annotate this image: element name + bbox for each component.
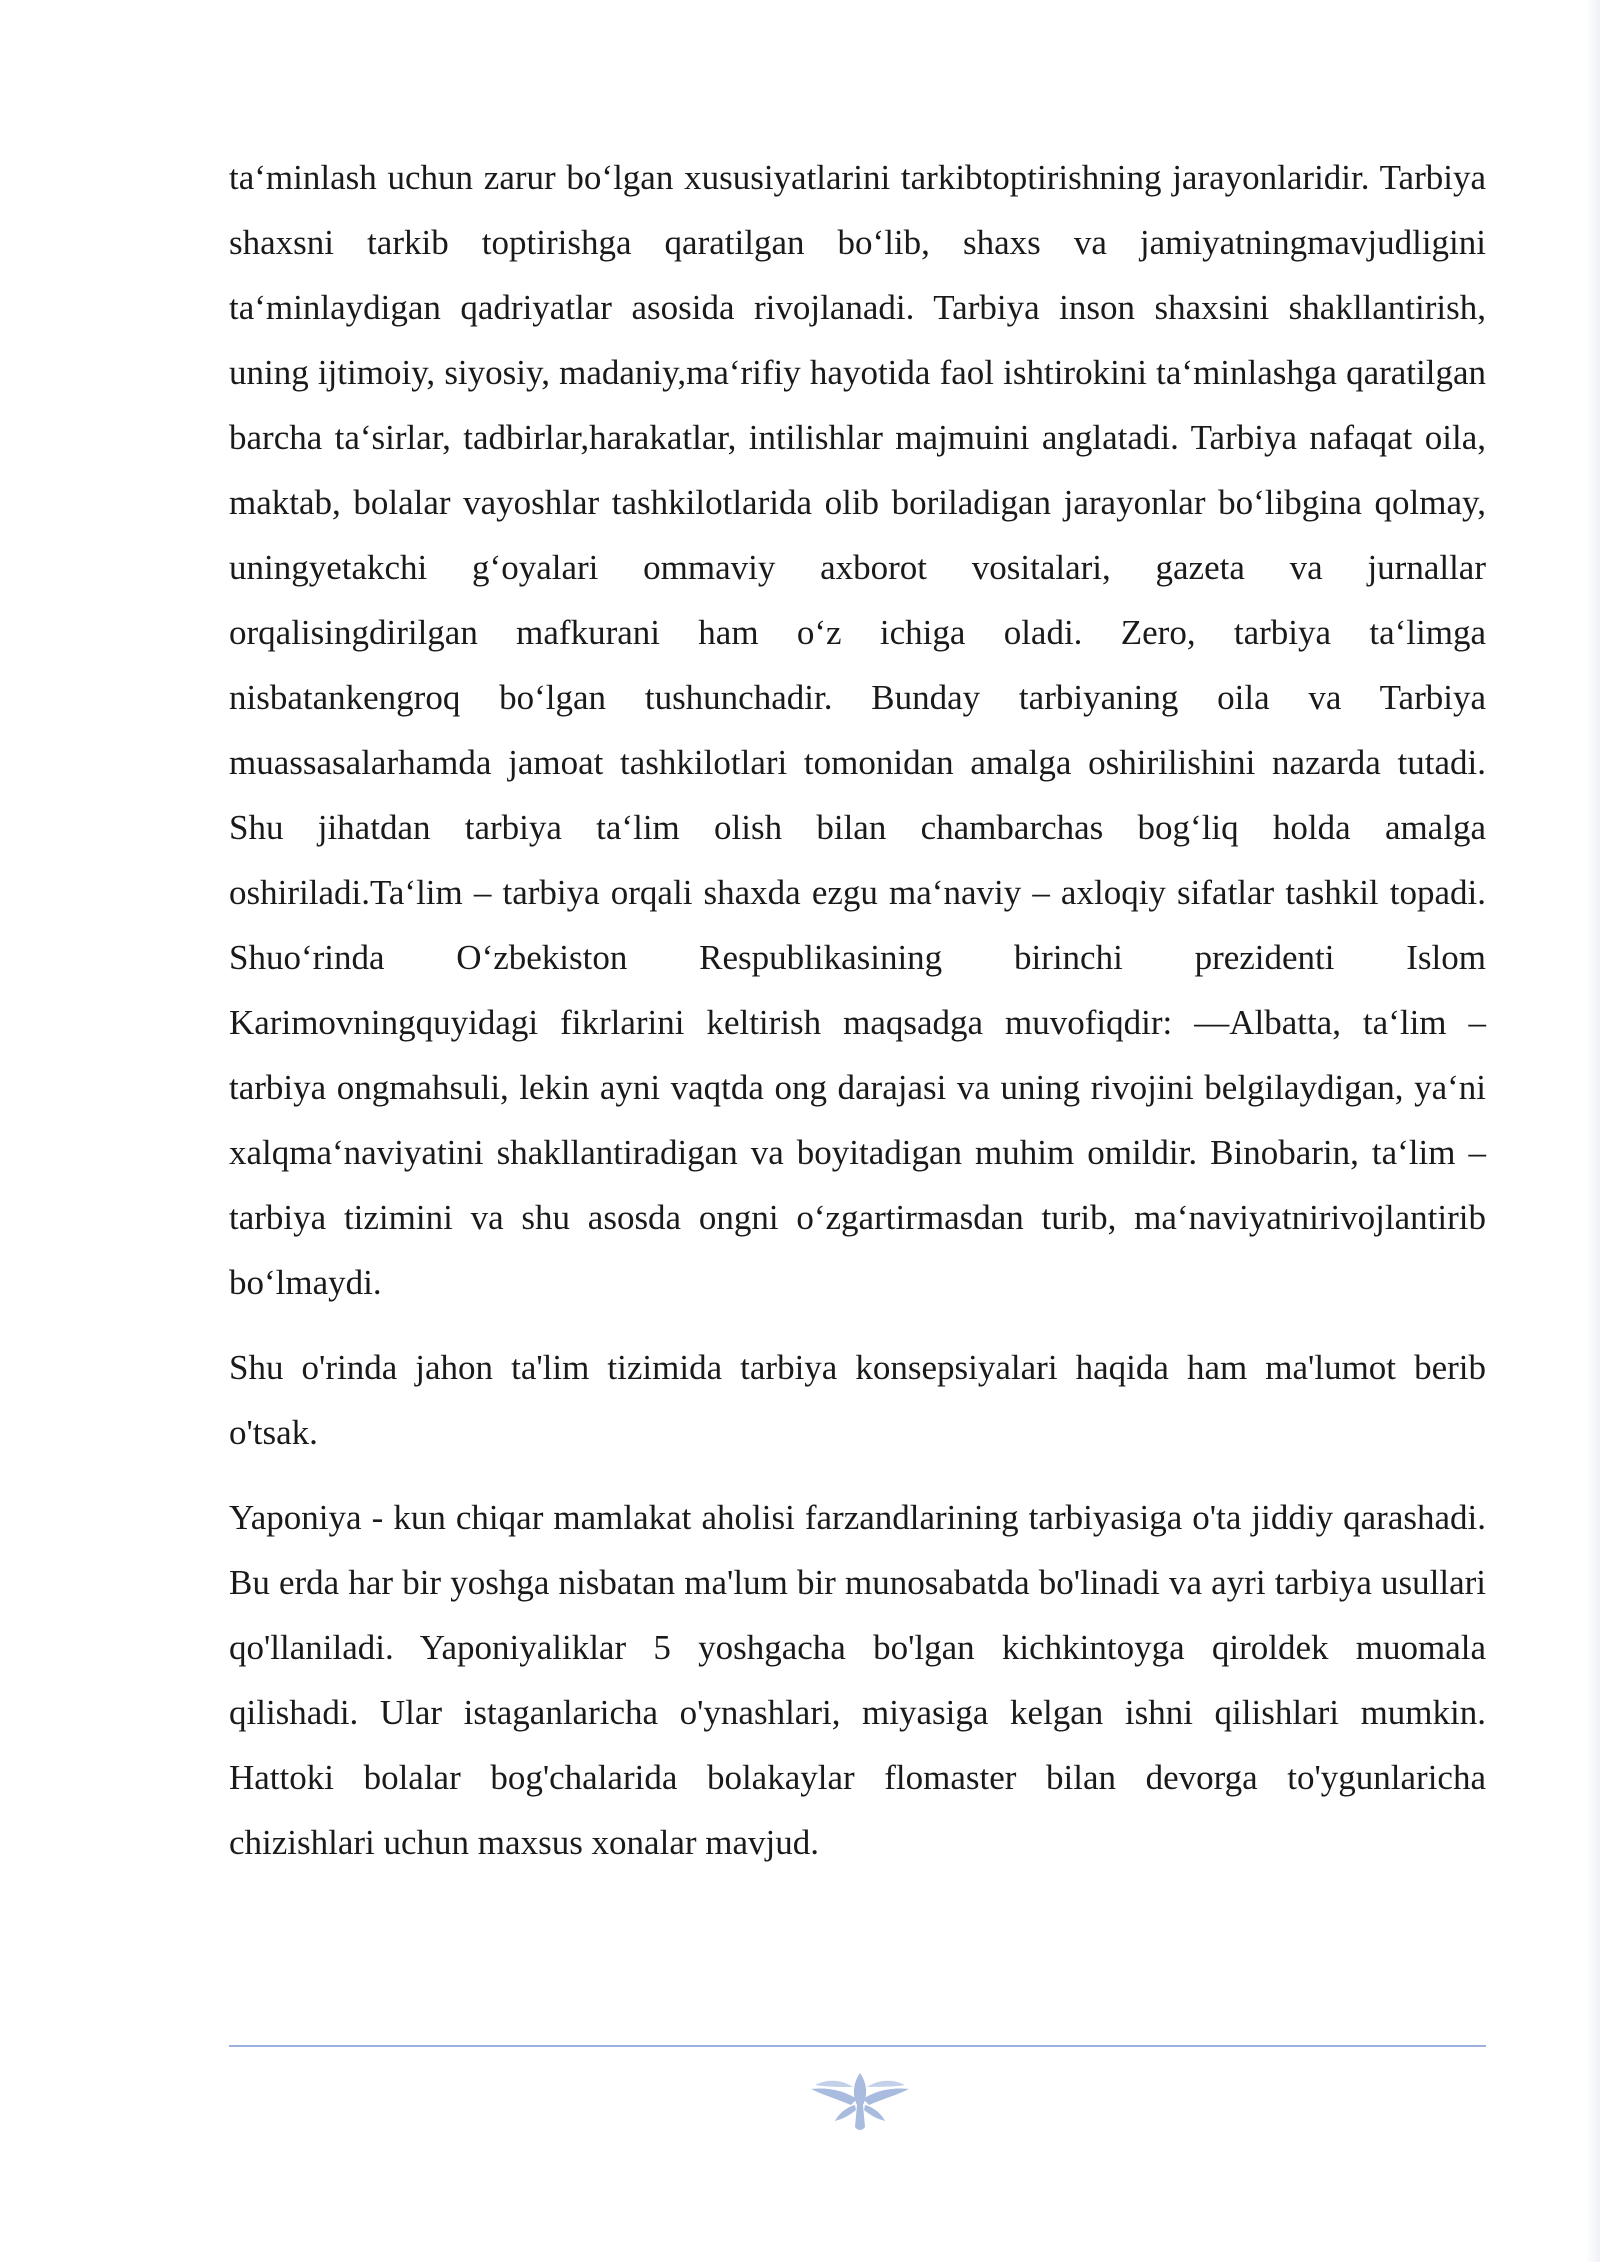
footer-divider <box>229 2045 1486 2047</box>
paragraph-2: Shu o'rinda jahon ta'lim tizimida tarbiya konsepsiyalari haqida ham ma'lumot berib o'tsak. <box>229 1348 1486 1452</box>
page-edge-shadow <box>1586 0 1600 2262</box>
body-text <box>229 145 1486 1895</box>
paragraph-1: ta‘minlash uchun zarur bo‘lgan xususiyatlarini tarkibtoptirishning jarayonlaridir. Tarbiya shaxsni tarkib toptirishga qaratilgan bo‘lib, shaxs va jamiyatningmavjudligini ta‘minlaydigan qadriyatlar asosida rivojlanadi. Tarbiya inson shaxsini shakllantirish, uning ijtimoiy, siyosiy, madaniy,ma‘rifiy hayotida faol ishtirokini ta‘minlashga qaratilgan barcha ta‘sirlar, tadbirlar,harakatlar, intilishlar majmuini anglatadi. Tarbiya nafaqat oila, maktab, bolalar vayoshlar tashkilotlarida olib boriladigan jarayonlar bo‘libgina qolmay, uningyetakchi g‘oyalari ommaviy axborot vositalari, gazeta va jurnallar orqalisingdirilgan mafkurani ham o‘z ichiga oladi. Zero, tarbiya ta‘limga nisbatankengroq bo‘lgan tushunchadir. Bunday tarbiyaning oila va Tarbiya muassasalarhamda jamoat tashkilotlari tomonidan amalga oshirilishini nazarda tutadi. Shu jihatdan tarbiya ta‘lim olish bilan chambarchas bog‘liq holda amalga oshiriladi.Ta‘lim – tarbiya orqali shaxda ezgu ma‘naviy – axloqiy sifatlar tashkil topadi. Shuo‘rinda O‘zbekiston Respublikasining birinchi prezidenti Islom Karimovningquyidagi fikrlarini keltirish maqsadga muvofiqdir: ―Albatta, ta‘lim – tarbiya ongmahsuli, lekin ayni vaqtda ong darajasi va uning rivojini belgilaydigan, ya‘ni xalqma‘naviyatini shakllantiradigan va boyitadigan muhim omildir. Binobarin, ta‘lim – tarbiya tizimini va shu asosda ongni o‘zgartirmasdan turib, ma‘naviyatnirivojlantirib bo‘lmaydi. <box>229 158 1486 1302</box>
floral-ornament-icon <box>805 2065 915 2135</box>
paragraph-3: Yaponiya - kun chiqar mamlakat aholisi farzandlarining tarbiyasiga o'ta jiddiy qarashadi. Bu erda har bir yoshga nisbatan ma'lum bir munosabatda bo'linadi va ayri tarbiya usullari qo'llaniladi. Yaponiyaliklar 5 yoshgacha bo'lgan kichkintoyga qiroldek muomala qilishadi. Ular istaganlaricha o'ynashlari, miyasiga kelgan ishni qilishlari mumkin. Hattoki bolalar bog'chalarida bolakaylar flomaster bilan devorga to'ygunlaricha chizishlari uchun maxsus xonalar mavjud. <box>229 1498 1486 1862</box>
